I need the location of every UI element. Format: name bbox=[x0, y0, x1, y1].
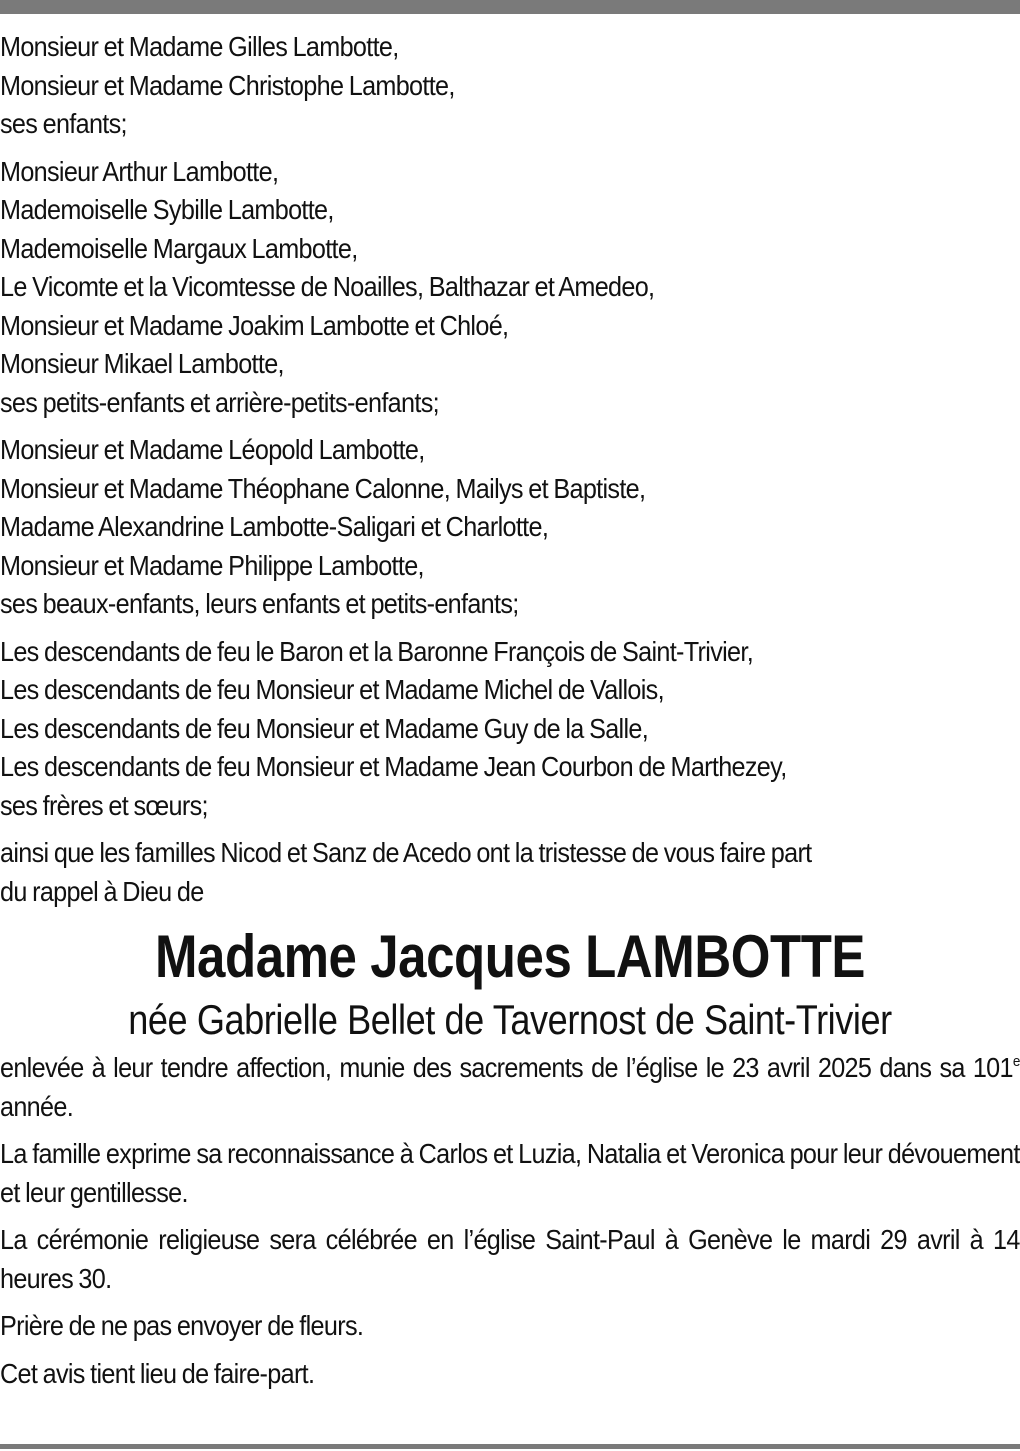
families-paragraph bbox=[0, 834, 1020, 911]
flowers-note: Prière de ne pas envoyer de fleurs. bbox=[0, 1310, 364, 1341]
gratitude-paragraph: La famille exprime sa reconnaissance à Carlos et Luzia, Natalia et Veronica pour leur dévouement et leur gentillesse. bbox=[0, 1138, 1020, 1208]
deceased-birth-name: née Gabrielle Bellet de Tavernost de Saint-Trivier bbox=[128, 996, 892, 1043]
obituary-notice bbox=[0, 28, 1020, 1402]
in-laws-line: Monsieur et Madame Théophane Calonne, Mailys et Baptiste, bbox=[0, 472, 646, 504]
siblings-line: Les descendants de feu le Baron et la Baronne François de Saint-Trivier, bbox=[0, 635, 754, 667]
in-laws-paragraph bbox=[0, 431, 1020, 624]
deceased-name: Madame Jacques LAMBOTTE bbox=[154, 923, 866, 990]
in-laws-line: ses beaux-enfants, leurs enfants et petits-enfants; bbox=[0, 588, 519, 619]
grandchildren-line: Monsieur et Madame Joakim Lambotte et Chloé, bbox=[0, 309, 509, 341]
grandchildren-line: Monsieur Mikael Lambotte, bbox=[0, 348, 284, 379]
death-notice-paragraph bbox=[0, 1049, 1020, 1126]
notice-note: Cet avis tient lieu de faire-part. bbox=[0, 1357, 315, 1389]
grandchildren-line: Mademoiselle Margaux Lambotte, bbox=[0, 232, 358, 264]
siblings-line: ses frères et sœurs; bbox=[0, 789, 208, 821]
grandchildren-line: ses petits-enfants et arrière-petits-enfants; bbox=[0, 386, 439, 418]
death-notice-text-end: année. bbox=[0, 1090, 74, 1122]
top-divider-bar bbox=[0, 0, 1020, 14]
siblings-line: Les descendants de feu Monsieur et Madame Guy de la Salle, bbox=[0, 712, 649, 744]
bottom-divider-bar bbox=[0, 1444, 1020, 1449]
in-laws-line: Monsieur et Madame Philippe Lambotte, bbox=[0, 549, 424, 581]
families-line: ainsi que les familles Nicod et Sanz de Acedo ont la tristesse de vous faire part bbox=[0, 837, 812, 868]
in-laws-line: Madame Alexandrine Lambotte-Saligari et Charlotte, bbox=[0, 511, 549, 542]
siblings-line: Les descendants de feu Monsieur et Madame Michel de Vallois, bbox=[0, 674, 664, 705]
siblings-paragraph bbox=[0, 633, 1020, 826]
children-paragraph bbox=[0, 28, 1020, 144]
grandchildren-line: Monsieur Arthur Lambotte, bbox=[0, 155, 279, 187]
in-laws-line: Monsieur et Madame Léopold Lambotte, bbox=[0, 434, 425, 465]
ordinal-superscript: e bbox=[1012, 1053, 1020, 1070]
grandchildren-line: Le Vicomte et la Vicomtesse de Noailles, Balthazar et Amedeo, bbox=[0, 271, 655, 302]
death-notice-text: enlevée à leur tendre affection, munie des sacrements de l’église le 23 avril 2025 dans sa 101 bbox=[0, 1052, 1013, 1083]
siblings-line: Les descendants de feu Monsieur et Madame Jean Courbon de Marthezey, bbox=[0, 751, 787, 782]
families-line: du rappel à Dieu de bbox=[0, 875, 204, 907]
children-line: ses enfants; bbox=[0, 108, 127, 139]
grandchildren-line: Mademoiselle Sybille Lambotte, bbox=[0, 194, 334, 225]
children-line: Monsieur et Madame Gilles Lambotte, bbox=[0, 31, 399, 62]
children-line: Monsieur et Madame Christophe Lambotte, bbox=[0, 69, 455, 101]
grandchildren-paragraph bbox=[0, 153, 1020, 423]
ceremony-paragraph: La cérémonie religieuse sera célébrée en l’église Saint-Paul à Genève le mardi 29 avril à 14 heures 30. bbox=[0, 1224, 1020, 1294]
